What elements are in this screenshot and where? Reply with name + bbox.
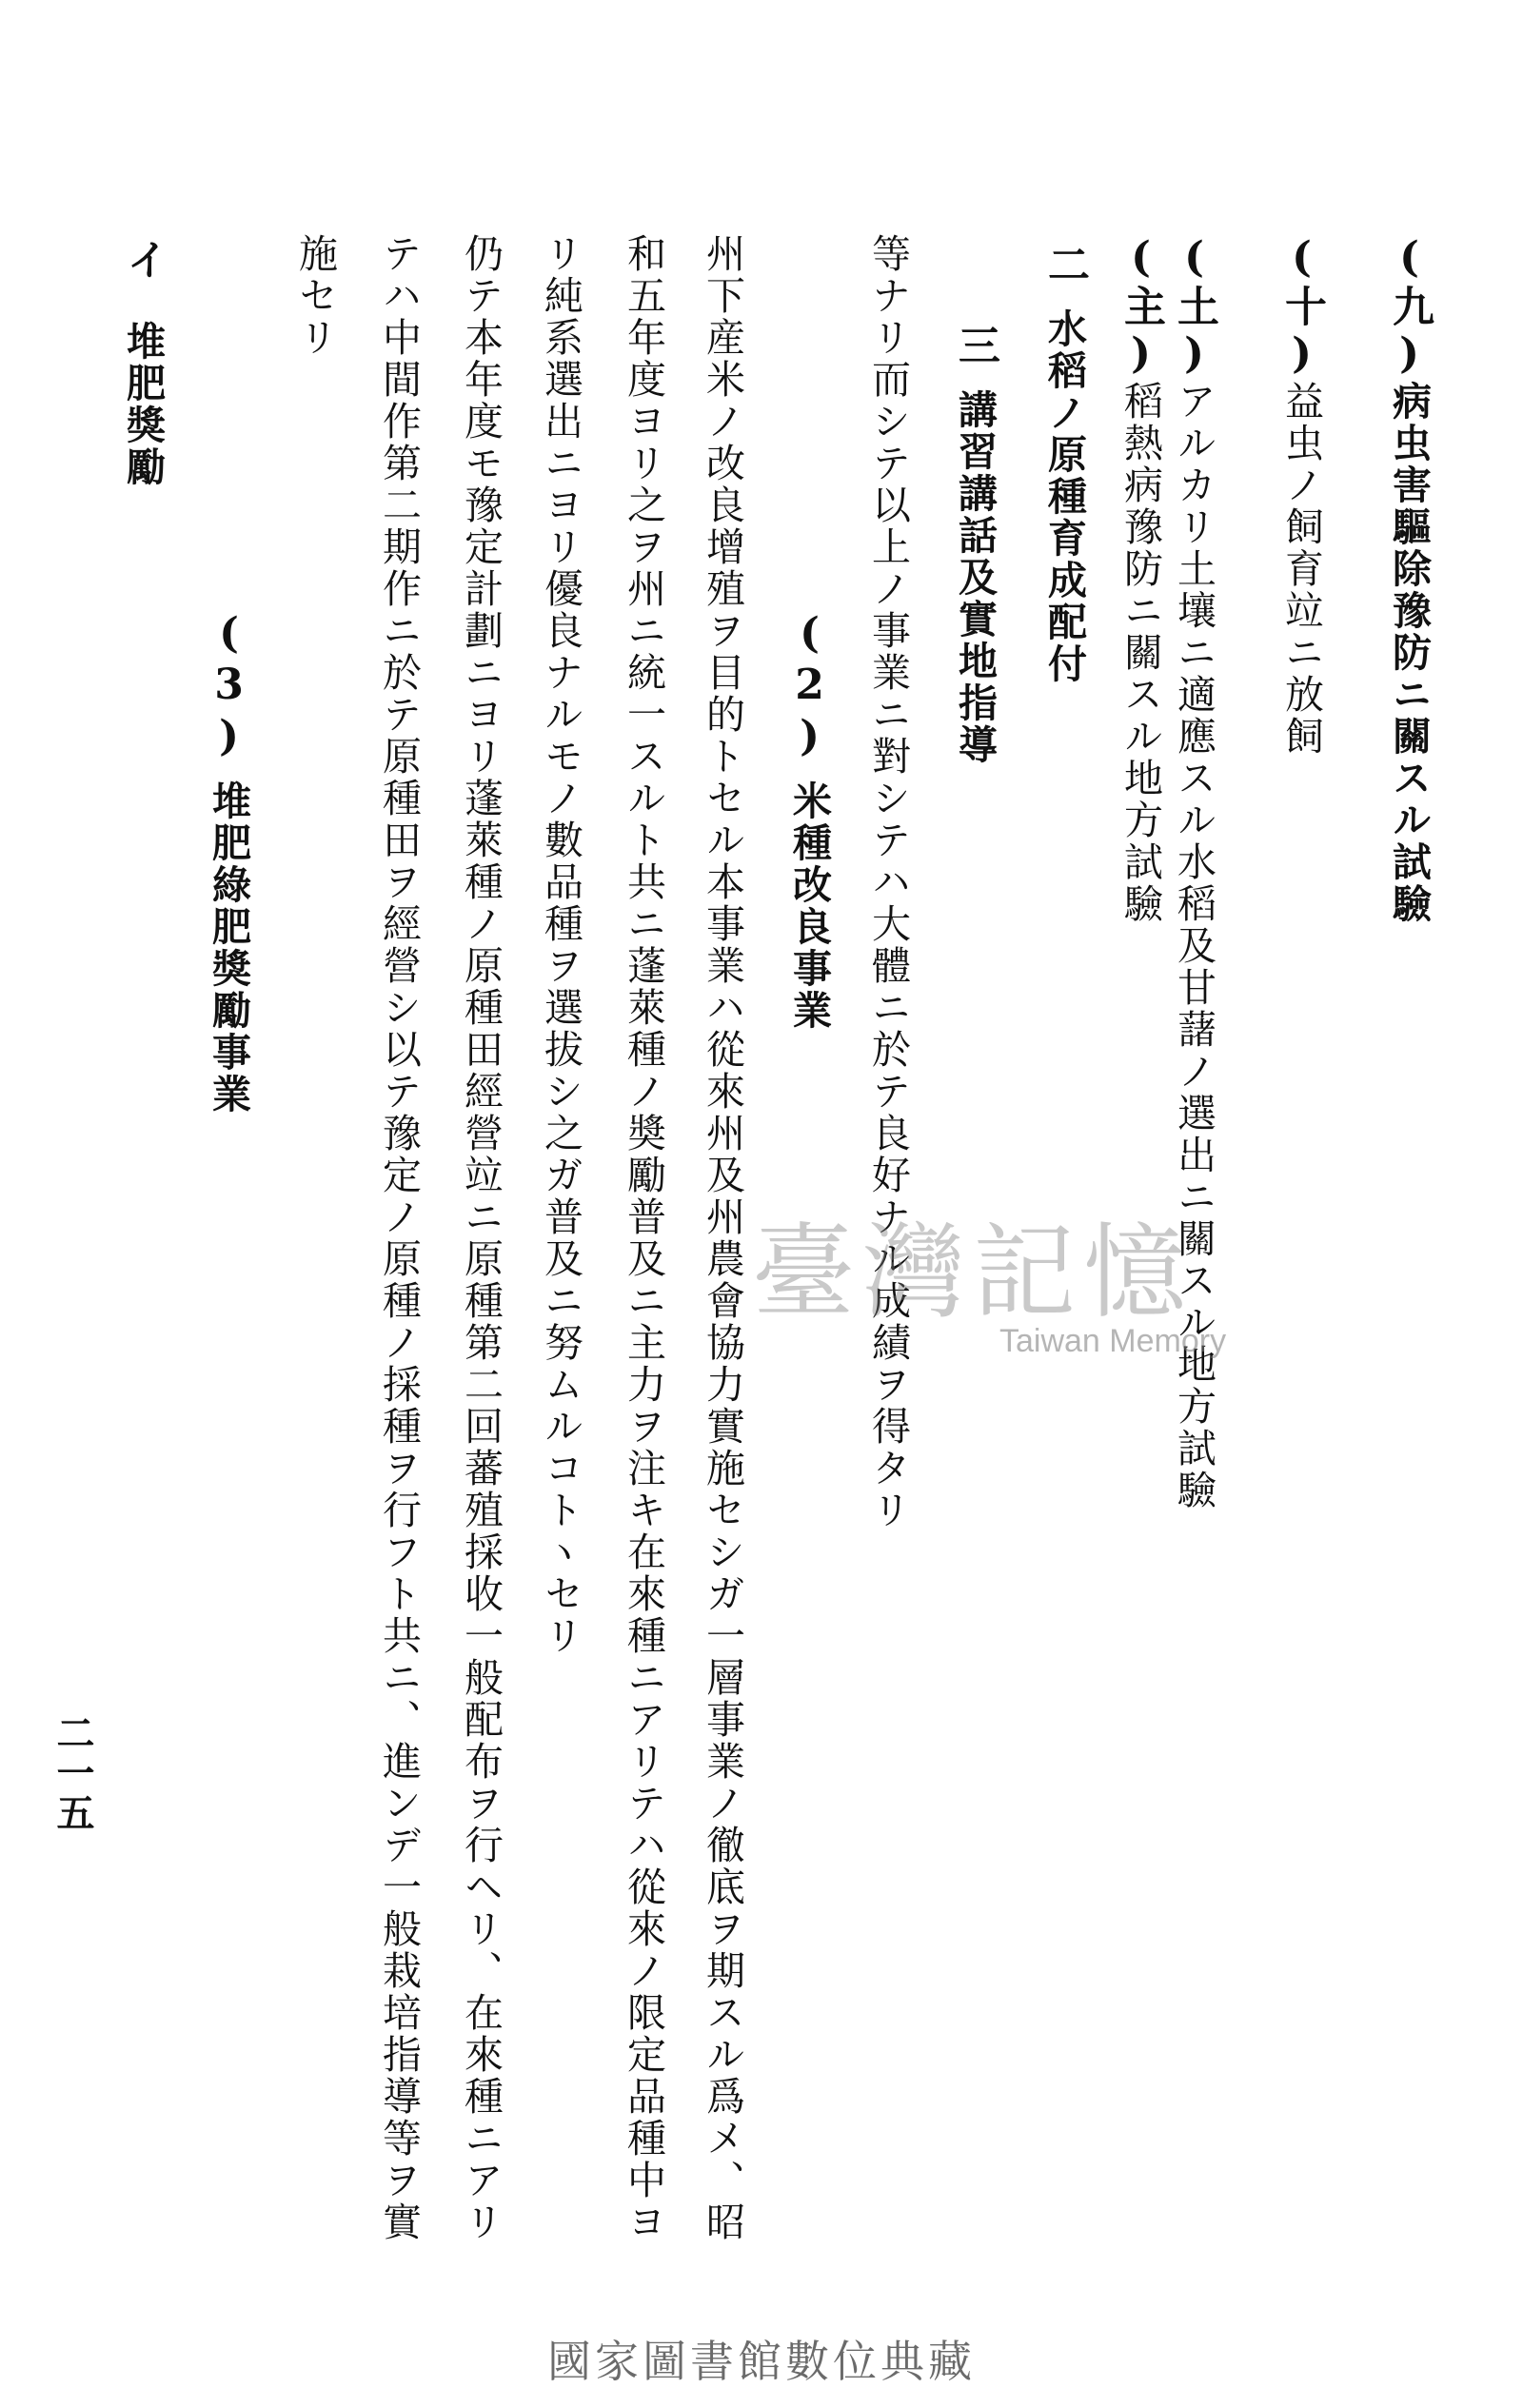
column-text: 施セリ (292, 233, 338, 359)
text-column-15 (205, 609, 253, 1115)
text-column-3 (1170, 233, 1218, 1511)
text-column-7 (865, 233, 911, 1531)
column-text: 堆肥綠肥獎勵事業 (206, 780, 251, 1115)
text-column-2 (1277, 233, 1326, 758)
text-column-8 (785, 609, 834, 1032)
text-column-12 (458, 233, 504, 2243)
column-text: 等ナリ而シテ以上ノ事業ニ對シテハ大體ニ於テ良好ナル成績ヲ得タリ (865, 233, 911, 1531)
text-column-16 (119, 238, 168, 488)
column-text: 仍テ本年度モ豫定計劃ニヨリ蓬萊種ノ原種田經營竝ニ原種第二回蕃殖採收一般配布ヲ行ヘリ、在來種ニアリ (458, 233, 504, 2243)
column-text: 州下産米ノ改良增殖ヲ目的トセル本事業ハ從來州及州農會協力實施セシガ一層事業ノ徹底ヲ期スル爲メ、昭 (700, 233, 745, 2243)
item-marker: (九) (1385, 233, 1434, 381)
subsection-marker: (2) (785, 609, 834, 763)
column-text: 和五年度ヨリ之ヲ州ニ統一スルト共ニ蓬萊種ノ奬勵普及ニ主力ヲ注キ在來種ニアリテハ從來ノ限定品種中ヨ (621, 233, 666, 2243)
section-marker: 三 (951, 324, 999, 368)
text-column-4 (1117, 233, 1165, 925)
column-text: 水稻ノ原種育成配付 (1041, 308, 1087, 685)
column-text: 米種改良事業 (786, 780, 832, 1032)
column-text: テハ中間作第二期作ニ於テ原種田ヲ經營シ以テ豫定ノ原種ノ採種ヲ行フト共ニ、進ンデ一般栽培指導等ヲ實 (376, 233, 422, 2243)
watermark-subtitle: Taiwan Memory (999, 1323, 1227, 1359)
column-text: 稻熱病豫防ニ關スル地方試驗 (1118, 381, 1163, 925)
footer-attribution: 國家圖書館數位典藏 (547, 2336, 976, 2387)
item-marker: イ (119, 238, 168, 283)
text-column-13 (376, 233, 422, 2243)
column-text: 益虫ノ飼育竝ニ放飼 (1278, 381, 1324, 758)
text-column-9 (700, 233, 745, 2243)
watermark-logo-text: 臺灣記憶 (752, 1214, 1195, 1332)
text-column-1 (1385, 233, 1434, 925)
text-column-6 (951, 324, 999, 766)
item-marker: (主) (1117, 233, 1165, 381)
column-text: アルカリ土壤ニ適應スル水稻及甘藷ノ選出ニ關スル地方試驗 (1171, 381, 1216, 1511)
item-marker: (土) (1170, 233, 1218, 381)
page-number: 二一五 (50, 1713, 95, 1833)
watermark (752, 1190, 1228, 1380)
text-column-10 (621, 233, 666, 2243)
column-text: 堆肥獎勵 (120, 321, 166, 488)
column-text: 講習講話及實地指導 (952, 389, 998, 766)
text-column-5 (1040, 243, 1089, 685)
column-text: 病虫害驅除豫防ニ關スル試驗 (1386, 381, 1432, 925)
item-marker: (十) (1277, 233, 1326, 381)
section-marker: 二 (1040, 243, 1089, 287)
subsection-marker: (3) (205, 609, 253, 763)
text-column-11 (538, 233, 583, 1657)
text-column-14 (292, 233, 338, 359)
column-text: リ純系選出ニヨリ優良ナルモノ數品種ヲ選拔シ之ガ普及ニ努ムルコトヽセリ (538, 233, 583, 1657)
